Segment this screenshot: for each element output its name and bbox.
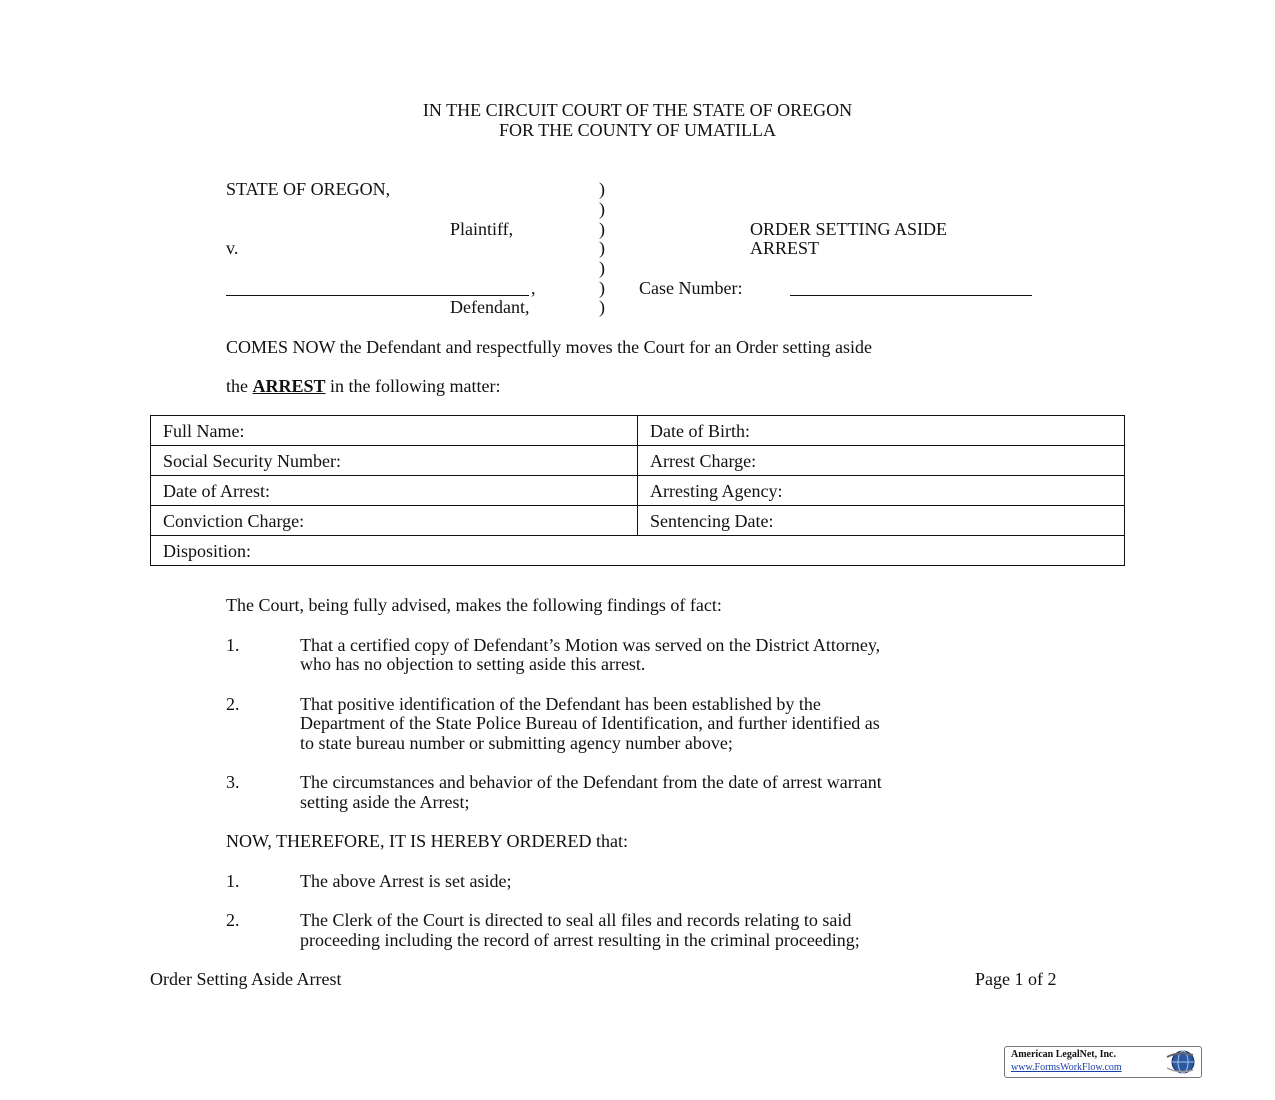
finding-text: to state bureau number or submitting agency number above; <box>300 733 733 753</box>
finding-number: 1. <box>226 635 240 655</box>
date-of-birth-cell[interactable]: Date of Birth: <box>638 416 1125 446</box>
table-row <box>151 476 1125 506</box>
arrest-charge-cell[interactable]: Arrest Charge: <box>638 446 1125 476</box>
order-text: The above Arrest is set aside; <box>300 871 512 891</box>
defendant-role: Defendant, <box>450 297 530 317</box>
case-number-label: Case Number: <box>639 278 743 298</box>
full-name-cell[interactable]: Full Name: <box>151 416 638 446</box>
order-number: 2. <box>226 910 240 930</box>
defendant-comma: , <box>531 278 536 298</box>
case-number-line[interactable] <box>790 295 1032 296</box>
finding-number: 2. <box>226 694 240 714</box>
finding-text: Department of the State Police Bureau of Identification, and further identified as <box>300 713 880 733</box>
arresting-agency-cell[interactable]: Arresting Agency: <box>638 476 1125 506</box>
defendant-name-line <box>226 295 529 296</box>
date-of-arrest-cell[interactable]: Date of Arrest: <box>151 476 638 506</box>
logo-url-link[interactable]: www.FormsWorkFlow.com <box>1011 1062 1122 1073</box>
footer-document-title: Order Setting Aside Arrest <box>150 969 342 989</box>
intro-line1: COMES NOW the Defendant and respectfully moves the Court for an Order setting aside <box>226 337 873 357</box>
table-row <box>151 506 1125 536</box>
intro-line2-post: in the following matter: <box>325 376 501 396</box>
globe-icon <box>1163 1049 1197 1075</box>
table-row <box>151 536 1125 566</box>
finding-text: The circumstances and behavior of the Defendant from the date of arrest warrant <box>300 772 882 792</box>
sentencing-date-cell[interactable]: Sentencing Date: <box>638 506 1125 536</box>
table-row <box>151 446 1125 476</box>
plaintiff-role: Plaintiff, <box>450 219 514 239</box>
order-title-line2: ARREST <box>750 238 820 258</box>
court-heading-line2: FOR THE COUNTY OF UMATILLA <box>498 120 776 140</box>
arrest-emphasis: ARREST <box>252 376 326 396</box>
logo-company: American LegalNet, Inc. <box>1011 1049 1116 1060</box>
plaintiff-name: STATE OF OREGON, <box>226 179 391 199</box>
conviction-charge-cell[interactable]: Conviction Charge: <box>151 506 638 536</box>
caption-paren: ) <box>599 258 605 278</box>
table-row <box>151 416 1125 446</box>
order-title-line1: ORDER SETTING ASIDE <box>750 219 947 239</box>
finding-text: who has no objection to setting aside this arrest. <box>300 654 646 674</box>
caption-paren: ) <box>599 278 605 298</box>
intro-line2-pre: the <box>226 376 253 396</box>
finding-text: That positive identification of the Defendant has been established by the <box>300 694 821 714</box>
caption-paren: ) <box>599 199 605 219</box>
findings-intro: The Court, being fully advised, makes the following findings of fact: <box>226 595 722 615</box>
disposition-cell[interactable]: Disposition: <box>151 536 1125 566</box>
order-text: The Clerk of the Court is directed to seal all files and records relating to said <box>300 910 852 930</box>
caption-paren: ) <box>599 297 605 317</box>
caption-paren: ) <box>599 238 605 258</box>
order-intro: NOW, THEREFORE, IT IS HEREBY ORDERED that: <box>226 831 629 851</box>
finding-number: 3. <box>226 772 240 792</box>
caption-paren: ) <box>599 219 605 239</box>
footer-page-number: Page 1 of 2 <box>975 969 1057 989</box>
intro-line2 <box>226 376 501 396</box>
finding-text: setting aside the Arrest; <box>300 792 470 812</box>
order-number: 1. <box>226 871 240 891</box>
finding-text: That a certified copy of Defendant’s Motion was served on the District Attorney, <box>300 635 881 655</box>
defendant-info-table <box>150 415 1125 566</box>
court-heading-line1: IN THE CIRCUIT COURT OF THE STATE OF OREGON <box>422 100 853 120</box>
american-legalnet-logo[interactable] <box>1004 1046 1202 1078</box>
caption-paren: ) <box>599 179 605 199</box>
order-text: proceeding including the record of arrest resulting in the criminal proceeding; <box>300 930 860 950</box>
versus: v. <box>226 238 239 258</box>
ssn-cell[interactable]: Social Security Number: <box>151 446 638 476</box>
